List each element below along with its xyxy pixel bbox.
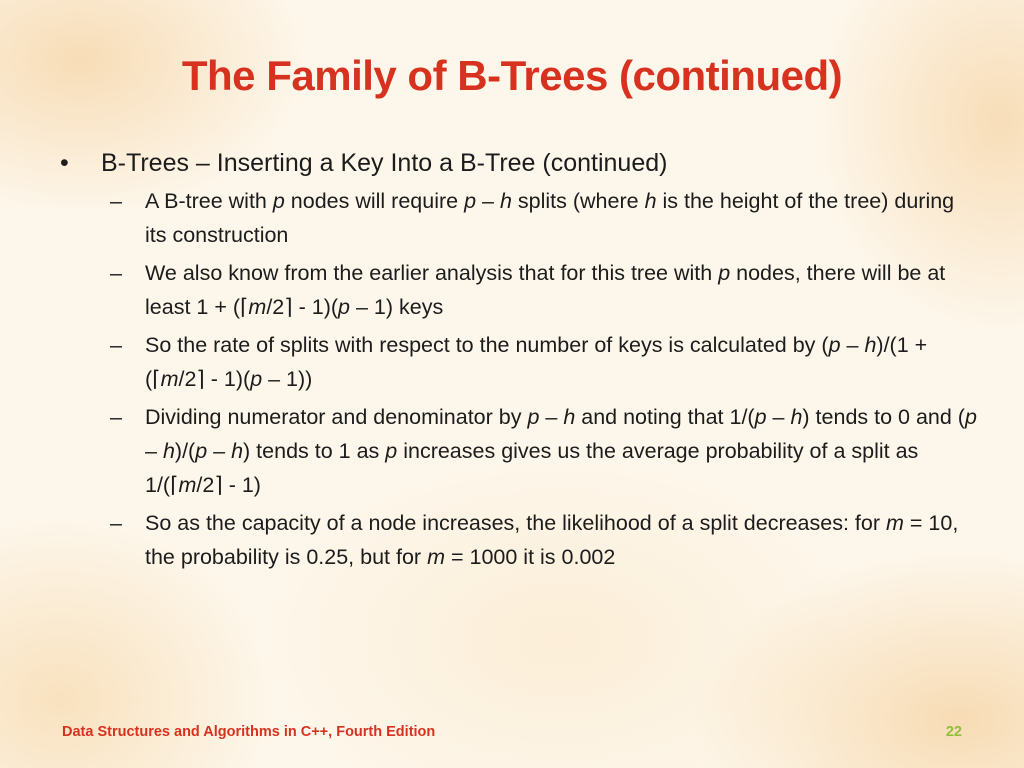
subbullet-item	[60, 400, 980, 502]
subbullet-item	[60, 256, 980, 324]
slide-title: The Family of B-Trees (continued)	[181, 52, 843, 99]
bullet-text: B-Trees – Inserting a Key Into a B-Tree (continued)	[101, 149, 668, 177]
page-number: 22	[945, 724, 962, 740]
dash-icon: –	[110, 261, 122, 285]
subbullet-text: A B-tree with p nodes will require p – h splits (where h is the height of the tree) during its construction	[145, 189, 955, 247]
subbullet-item	[60, 328, 980, 396]
subbullet-text: So as the capacity of a node increases, the likelihood of a split decreases: for m = 10, the probability is 0.25, but for m = 1000 it is 0.002	[145, 511, 959, 569]
bullet-icon: •	[60, 149, 69, 177]
subbullet-text: So the rate of splits with respect to the number of keys is calculated by (p – h)/(1 + (⌈m/2⌉ - 1)(p – 1))	[145, 333, 928, 391]
slide-content	[60, 146, 980, 578]
dash-icon: –	[110, 333, 122, 357]
footer-book-title: Data Structures and Algorithms in C++, Fourth Edition	[62, 724, 436, 740]
dash-icon: –	[110, 189, 122, 213]
dash-icon: –	[110, 405, 122, 429]
dash-icon: –	[110, 511, 122, 535]
subbullet-item	[60, 506, 980, 574]
bullet-item	[60, 146, 980, 180]
subbullet-text: We also know from the earlier analysis that for this tree with p nodes, there will be at least 1 + (⌈m/2⌉ - 1)(p – 1) keys	[145, 261, 946, 319]
subbullet-item	[60, 184, 980, 252]
subbullet-text: Dividing numerator and denominator by p – h and noting that 1/(p – h) tends to 0 and (p – h)/(p – h) tends to 1 as p increases gives us the average probability of a split as 1/(⌈m/2⌉ - 1)	[145, 405, 977, 497]
